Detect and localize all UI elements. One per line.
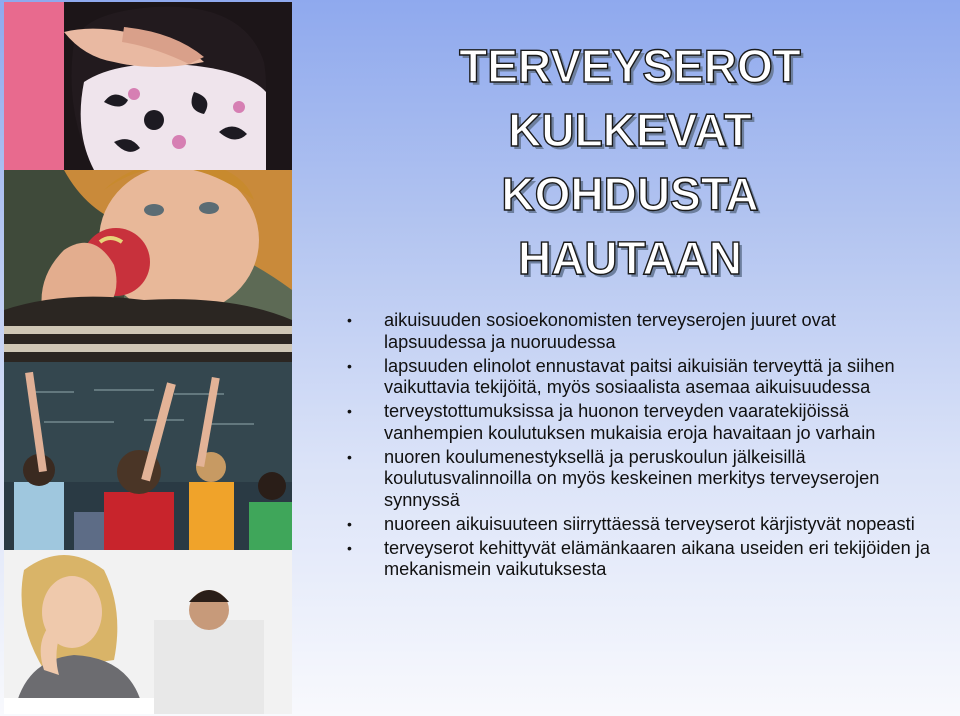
title-line: KULKEVAT: [508, 104, 752, 156]
bullet-text: terveyserot kehittyvät elämänkaaren aikana useiden eri tekijöiden ja mekanismein vaikutuksesta: [384, 537, 930, 579]
bullet-text: nuoren koulumenestyksellä ja peruskoulun jälkeisillä koulutusvalinnoilla on myös keskeinen merkitys terveyserojen synnyssä: [384, 446, 880, 510]
bullet-item: [343, 447, 933, 512]
title-line: KOHDUSTA: [501, 168, 759, 220]
bullet-item: [343, 538, 933, 581]
bullet-icon: •: [347, 403, 352, 419]
bullet-icon: •: [347, 539, 352, 556]
bullet-text: lapsuuden elinolot ennustavat paitsi aikuisiän terveyttä ja siihen vaikuttavia tekijöitä, myös sosiaalista asemaa aikuisuudessa: [384, 355, 895, 397]
bullet-icon: •: [347, 448, 352, 465]
bullet-icon: •: [347, 515, 352, 532]
title-line: TERVEYSEROT: [459, 40, 801, 92]
photo-collage: [4, 2, 292, 714]
bullet-item: [343, 310, 933, 353]
bullet-icon: •: [347, 312, 352, 328]
bullet-text: nuoreen aikuisuuteen siirryttäessä terveyserot kärjistyvät nopeasti: [384, 513, 915, 534]
bullet-text: aikuisuuden sosioekonomisten terveyserojen juuret ovat lapsuudessa ja nuoruudessa: [384, 310, 836, 352]
child-eating-apple-photo: [4, 170, 292, 362]
bullet-icon: •: [347, 357, 352, 374]
bullet-item: [343, 356, 933, 399]
bullet-item: [343, 514, 933, 536]
bullet-item: [343, 401, 933, 444]
slide-title: [300, 34, 960, 290]
title-line: HAUTAAN: [517, 232, 742, 284]
classroom-raised-hands-photo: [4, 362, 292, 550]
teen-student-thinking-photo: [4, 550, 292, 714]
bullet-list: [343, 310, 933, 583]
pregnant-belly-photo: [4, 2, 292, 170]
bullet-text: terveystottumuksissa ja huonon terveyden vaaratekijöissä vanhempien koulutuksen mukaisia eroja havaitaan jo varhain: [384, 401, 876, 443]
